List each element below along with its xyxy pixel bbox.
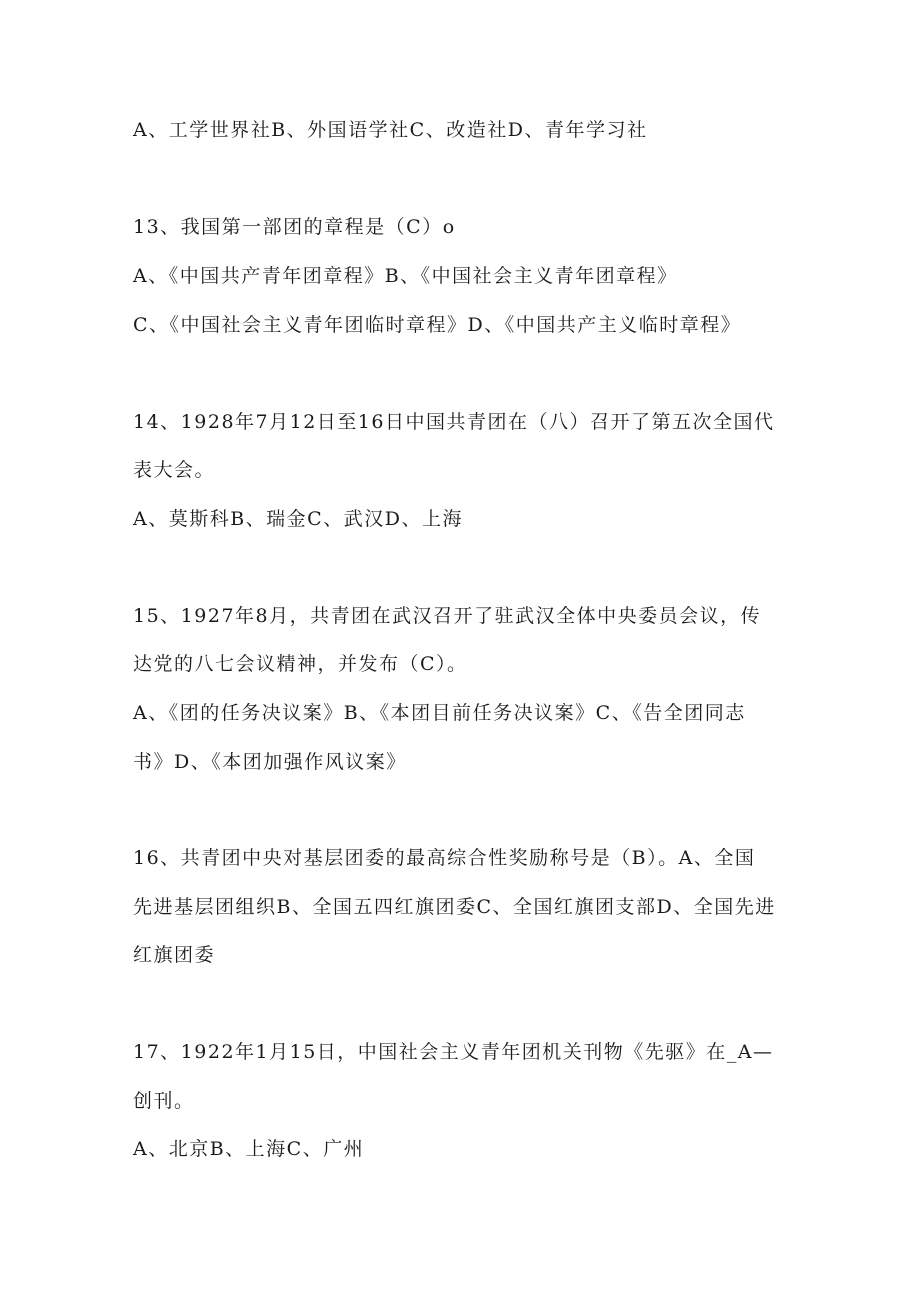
- q13-question: 13、我国第一部团的章程是（C）o: [133, 216, 456, 238]
- q14-question-line-2: 表大会。: [133, 459, 216, 481]
- q13-options-line-1: A、《中国共产青年团章程》B、《中国社会主义青年团章程》: [133, 265, 678, 287]
- q14-options: A、莫斯科B、瑞金C、武汉D、上海: [133, 508, 463, 530]
- q17-question-line-2: 创刊。: [133, 1090, 195, 1112]
- q15-options-line-1: A、《团的任务决议案》B、《本团目前任务决议案》C、《告全团同志: [133, 702, 746, 724]
- q14-question-line-1: 14、1928年7月12日至16日中国共青团在（八）召开了第五次全国代: [133, 411, 775, 433]
- q15-question-line-1: 15、1927年8月，共青团在武汉召开了驻武汉全体中央委员会议，传: [133, 605, 762, 627]
- q16-question-line-3: 红旗团委: [133, 944, 216, 966]
- q13-options-line-2: C、《中国社会主义青年团临时章程》D、《中国共产主义临时章程》: [133, 314, 742, 336]
- q15-options-line-2: 书》D、《本团加强作风议案》: [133, 751, 407, 773]
- q17-options: A、北京B、上海C、广州: [133, 1138, 365, 1160]
- q17-question-line-1: 17、1922年1月15日，中国社会主义青年团机关刊物《先驱》在_A—: [133, 1041, 774, 1063]
- q16-question-line-1: 16、共青团中央对基层团委的最高综合性奖励称号是（B）。A、全国: [133, 847, 756, 869]
- q15-question-line-2: 达党的八七会议精神，并发布（C）。: [133, 653, 468, 675]
- q16-question-line-2: 先进基层团组织B、全国五四红旗团委C、全国红旗团支部D、全国先进: [133, 896, 776, 918]
- q12-options: A、工学世界社B、外国语学社C、改造社D、青年学习社: [133, 119, 648, 141]
